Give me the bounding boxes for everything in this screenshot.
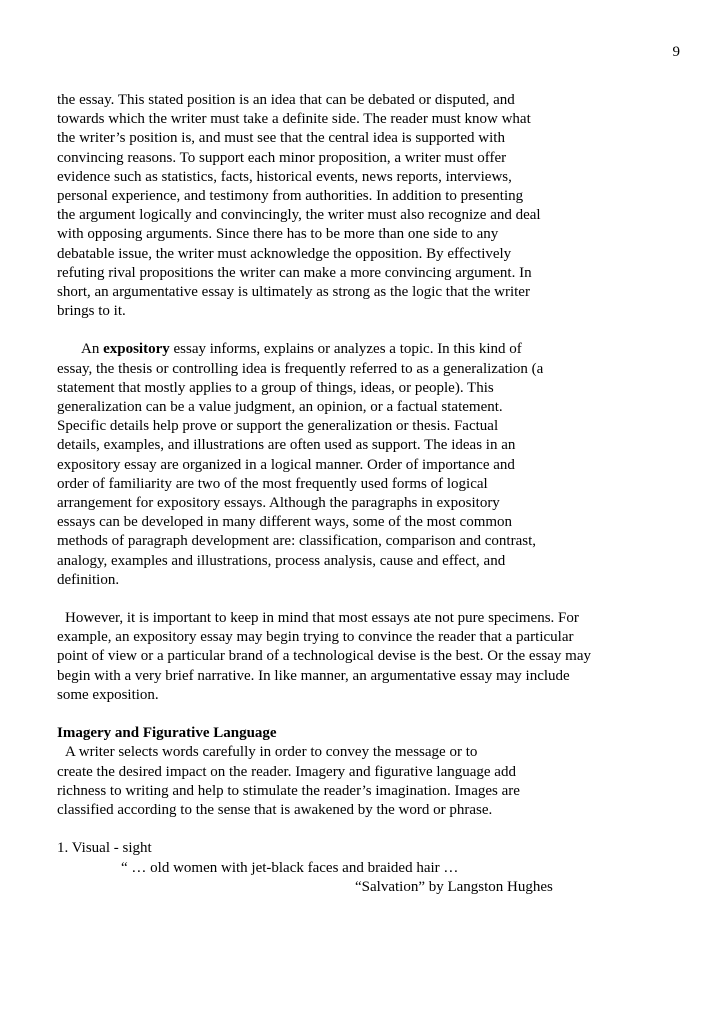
body-line: brings to it. <box>57 303 126 320</box>
body-line: convincing reasons. To support each minor proposition, a writer must offer <box>57 149 507 166</box>
body-line: short, an argumentative essay is ultimately as strong as the logic that the writer <box>57 283 530 300</box>
body-line: create the desired impact on the reader. Imagery and figurative language add <box>57 763 516 780</box>
imagery-list <box>57 839 697 897</box>
expository-term: expository <box>103 341 170 358</box>
paragraph-argumentative-continuation <box>57 91 697 321</box>
body-line: towards which the writer must take a definite side. The reader must know what <box>57 111 531 128</box>
body-line: richness to writing and help to stimulate the reader’s imagination. Images are <box>57 782 520 799</box>
body-line: begin with a very brief narrative. In like manner, an argumentative essay may include <box>57 667 570 684</box>
quote-attribution: “Salvation” by Langston Hughes <box>355 878 553 895</box>
example-quote: “ … old women with jet-black faces and braided hair … <box>121 859 459 876</box>
body-line: Specific details help prove or support the generalization or thesis. Factual <box>57 418 499 435</box>
body-line-first <box>57 340 697 359</box>
body-line: generalization can be a value judgment, an opinion, or a factual statement. <box>57 399 503 415</box>
list-item-visual: 1. Visual - sight <box>57 840 152 857</box>
body-line: debatable issue, the writer must acknowledge the opposition. By effectively <box>57 245 512 262</box>
body-line: evidence such as statistics, facts, historical events, news reports, interviews, <box>57 168 512 185</box>
body-line: point of view or a particular brand of a technological devise is the best. Or the essay may <box>57 648 591 665</box>
paragraph-expository <box>57 340 697 589</box>
expository-prefix: An <box>81 341 104 358</box>
body-line: essay, the thesis or controlling idea is frequently referred to as a generalization (a <box>57 360 544 377</box>
body-line: the argument logically and convincingly, the writer must also recognize and deal <box>57 207 541 224</box>
page-number: 9 <box>672 44 680 60</box>
body-line: refuting rival propositions the writer can make a more convincing argument. In <box>57 264 532 281</box>
body-line: statement that mostly applies to a group of things, ideas, or people). This <box>57 379 494 396</box>
body-line: the essay. This stated position is an idea that can be debated or disputed, and <box>57 92 515 108</box>
body-line: with opposing arguments. Since there has to be more than one side to any <box>57 226 499 243</box>
body-line: example, an expository essay may begin trying to convince the reader that a particular <box>57 629 574 646</box>
body-line: expository essay are organized in a logical manner. Order of importance and <box>57 456 515 473</box>
body-line: essays can be developed in many different ways, some of the most common <box>57 514 513 531</box>
body-line: the writer’s position is, and must see that the central idea is supported with <box>57 130 505 147</box>
section-heading: Imagery and Figurative Language <box>57 725 277 742</box>
section-imagery <box>57 724 697 820</box>
body-line: classified according to the sense that is awakened by the word or phrase. <box>57 801 493 818</box>
body-line: personal experience, and testimony from authorities. In addition to presenting <box>57 187 524 204</box>
body-line: some exposition. <box>57 686 159 703</box>
body-line: methods of paragraph development are: classification, comparison and contrast, <box>57 533 537 550</box>
body-line-first: A writer selects words carefully in order to convey the message or to <box>65 744 478 761</box>
body-line: analogy, examples and illustrations, process analysis, cause and effect, and <box>57 552 506 569</box>
body-line: details, examples, and illustrations are often used as support. The ideas in an <box>57 437 516 454</box>
body-line: arrangement for expository essays. Although the paragraphs in expository <box>57 494 500 511</box>
document-body <box>57 91 697 897</box>
body-line: definition. <box>57 571 120 588</box>
body-line: order of familiarity are two of the most frequently used forms of logical <box>57 475 488 492</box>
expository-suffix: essay informs, explains or analyzes a topic. In this kind of <box>169 341 522 358</box>
body-line-first: However, it is important to keep in mind that most essays ate not pure specimens. For <box>65 610 579 627</box>
paragraph-mixed-essays <box>57 609 697 705</box>
